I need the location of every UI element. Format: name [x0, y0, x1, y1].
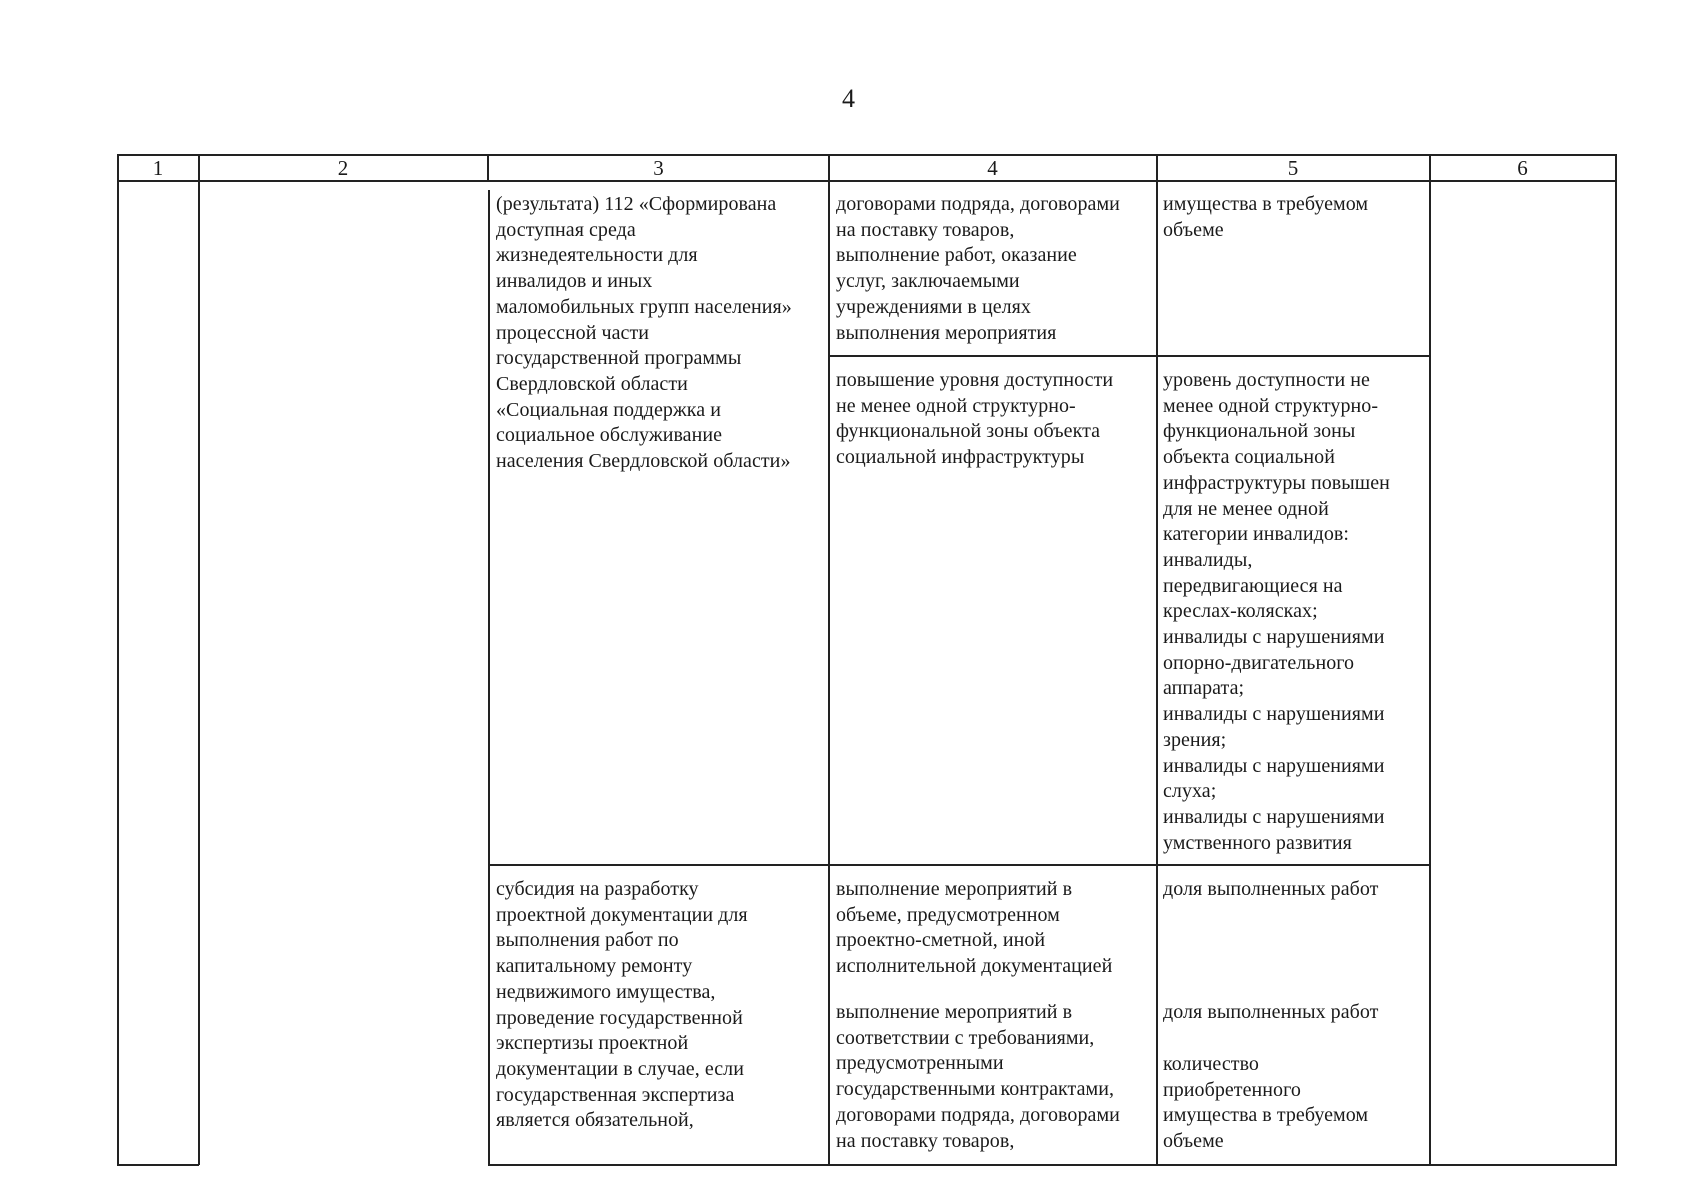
page-number: 4 — [842, 84, 855, 113]
row2-col5-text-b: доля выполненных работ — [1163, 1001, 1379, 1023]
row1-col5-text-b: уровень доступности не менее одной структурно- функциональной зоны объекта социальной инфраструктуры повышен для не менее одной категории инвалидов: инвалиды, передвигающиеся на креслах-колясках; инвалиды с нарушениями опорно-двигательного аппарата; инвалиды с нарушениями зрения; инвалиды с нарушениями слуха; инвалиды с нарушениями умственного развития — [1163, 369, 1390, 854]
row1-col3-text: (результата) 112 «Сформирована доступная среда жизнедеятельности для инвалидов и иных маломобильных групп населения» процессной части государственной программы Свердловской области «Социальная поддержка и социальное обслуживание населения Свердловской области» — [496, 193, 792, 473]
table-border-bottom-left — [117, 1164, 199, 1166]
header-bottom-line — [117, 180, 1617, 182]
row1-col4-text-b: повышение уровня доступности не менее одной структурно- функциональной зоны объекта социальной инфраструктуры — [836, 369, 1114, 469]
col-border-3-4 — [828, 154, 830, 1165]
row2-col4-text-a: выполнение мероприятий в объеме, предусмотренном проектно-сметной, иной исполнительной документацией — [836, 878, 1113, 978]
header-col-4: 4 — [987, 156, 998, 180]
col-border-4-5 — [1156, 154, 1158, 1165]
row1-col4-text-a: договорами подряда, договорами на поставку товаров, выполнение работ, оказание услуг, заключаемыми учреждениями в целях выполнения мероприятия — [836, 193, 1120, 344]
col-border-5-6 — [1429, 154, 1431, 1165]
row2-col4-text-b: выполнение мероприятий в соответствии с требованиями, предусмотренными государственными контрактами, договорами подряда, договорами на поставку товаров, — [836, 1001, 1120, 1152]
table-border-bottom-right — [488, 1164, 1617, 1166]
header-col-5: 5 — [1287, 156, 1299, 180]
row2-col3-text: субсидия на разработку проектной документации для выполнения работ по капитальному ремонту недвижимого имущества, проведение государственной экспертизы проектной документации в случае, если государственная экспертиза является обязательной, — [496, 878, 748, 1132]
col-border-1-2 — [198, 154, 200, 1165]
header-col-1: 1 — [152, 156, 164, 180]
row-divider-col4-5 — [828, 355, 1430, 357]
col-border-2-3-body — [488, 190, 490, 1165]
row1-col5-text-a: имущества в требуемом объеме — [1163, 193, 1369, 241]
header-col-3: 3 — [653, 156, 664, 180]
header-col-6: 6 — [1517, 156, 1528, 180]
col-border-left — [117, 154, 119, 1165]
row2-col5-text-a: доля выполненных работ — [1163, 878, 1379, 900]
header-col-2: 2 — [337, 156, 349, 180]
col-border-right — [1615, 154, 1617, 1165]
row2-col5-text-c: количество приобретенного имущества в требуемом объеме — [1163, 1053, 1369, 1153]
row-divider-col3-5 — [488, 864, 1430, 866]
